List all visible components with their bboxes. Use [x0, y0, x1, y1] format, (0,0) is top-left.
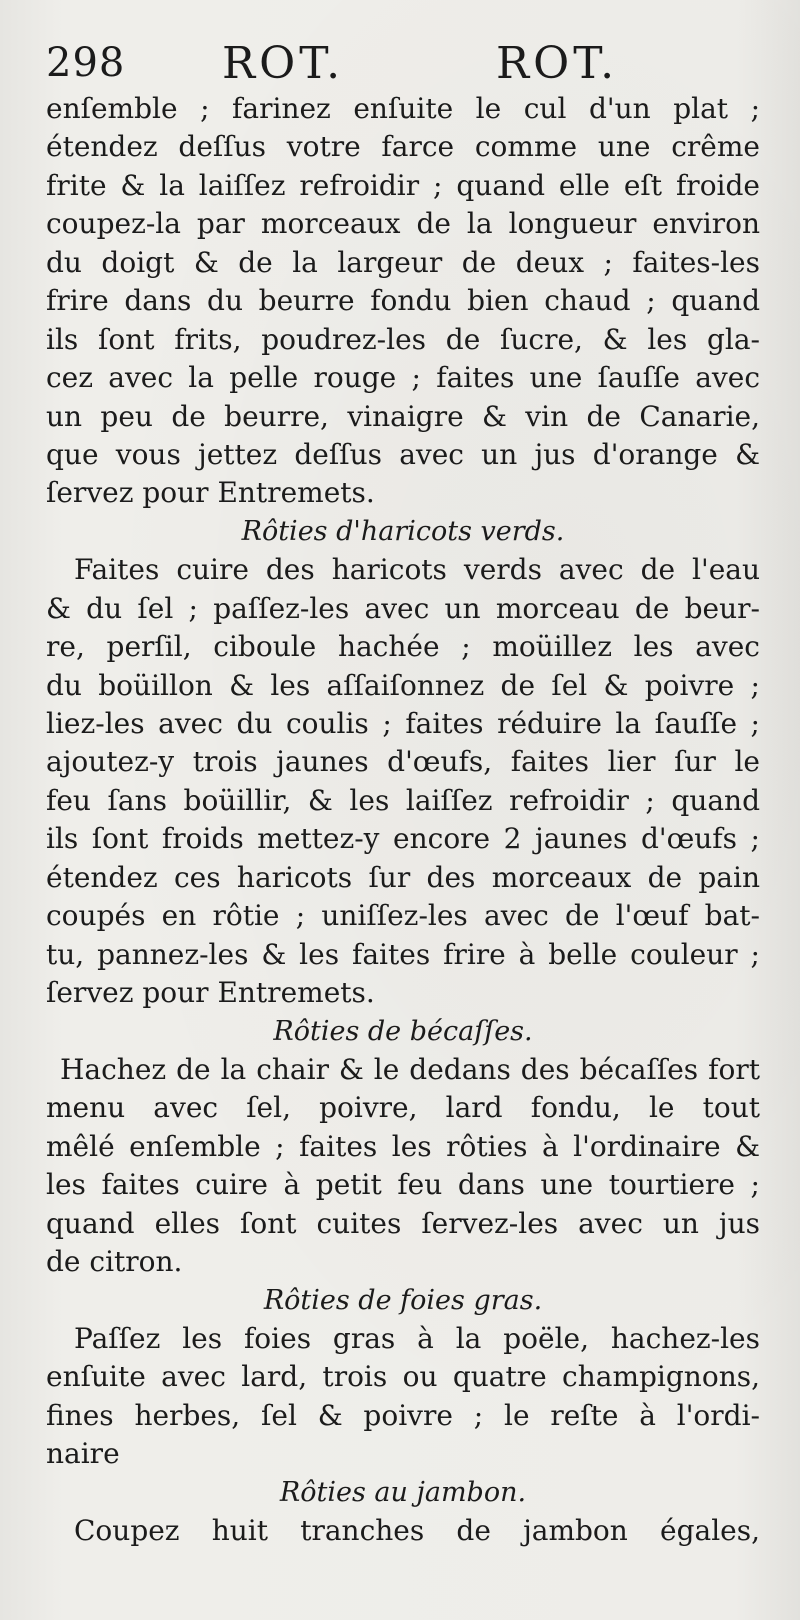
text-line: Faites cuire des haricots verds avec de l'eau	[74, 553, 760, 587]
page-number: 298	[46, 40, 126, 86]
section-title: Rôties au jambon.	[279, 1476, 527, 1508]
text-line: coupez-la par morceaux de la longueur environ	[46, 207, 760, 241]
text-line: ils ſont froids mettez-y encore 2 jaunes d'œufs ;	[46, 822, 760, 856]
text-line: que vous jettez deſſus avec un jus d'orange &	[46, 437, 760, 471]
text-line: Hachez de la chair & le dedans des bécaſſes fort	[60, 1052, 760, 1086]
text-line: tu, pannez-les & les faites frire à belle couleur ;	[46, 937, 760, 971]
text-line: ſervez pour Entremets.	[46, 976, 375, 1010]
text-line: Coupez huit tranches de jambon égales,	[74, 1514, 760, 1548]
text-line: menu avec ſel, poivre, lard fondu, le tout	[46, 1091, 760, 1125]
text-line: & du ſel ; paſſez-les avec un morceau de beur-	[46, 591, 760, 625]
section-title: Rôties de bécaſſes.	[273, 1015, 533, 1047]
text-line: mêlé enſemble ; faites les rôties à l'ordinaire &	[46, 1129, 760, 1163]
text-line: Paſſez les foies gras à la poële, hachez-les	[74, 1322, 760, 1355]
text-line: quand elles ſont cuites ſervez-les avec un jus	[46, 1206, 760, 1240]
text-line: re, perſil, ciboule hachée ; moüillez les avec	[46, 630, 760, 664]
section-title: Rôties de foies gras.	[263, 1284, 543, 1316]
text-line: étendez ces haricots ſur des morceaux de pain	[46, 860, 760, 894]
text-line: enſuite avec lard, trois ou quatre champignons,	[46, 1360, 760, 1394]
text-line: ils ſont frits, poudrez-les de ſucre, & les gla-	[46, 322, 760, 356]
running-title-right: ROT.	[496, 38, 619, 89]
text-line: naire	[46, 1437, 120, 1471]
text-line: coupés en rôtie ; uniſſez-les avec de l'œuf bat-	[46, 899, 760, 933]
section-title: Rôties d'haricots verds.	[241, 515, 565, 547]
text-line: étendez deſſus votre farce comme une crême	[46, 130, 760, 164]
running-title-left: ROT.	[222, 38, 345, 89]
text-line: frite & la laiſſez refroidir ; quand elle eſt froide	[46, 168, 760, 202]
text-line: enſemble ; farinez enſuite le cul d'un plat ;	[46, 92, 760, 125]
text-line: de citron.	[46, 1245, 183, 1279]
text-line: fines herbes, ſel & poivre ; le reſte à l'ordi-	[46, 1398, 760, 1432]
text-line: un peu de beurre, vinaigre & vin de Canarie,	[46, 399, 760, 433]
text-line: liez-les avec du coulis ; faites réduire la ſauſſe ;	[46, 707, 760, 740]
running-header	[46, 34, 764, 94]
text-line: ajoutez-y trois jaunes d'œufs, faites lier ſur le	[46, 745, 760, 779]
text-line: ſervez pour Entremets.	[46, 476, 375, 510]
text-line: frire dans du beurre fondu bien chaud ; quand	[46, 284, 760, 318]
text-line: du boüillon & les aſſaiſonnez de ſel & poivre ;	[46, 668, 760, 702]
text-line: du doigt & de la largeur de deux ; faites-les	[46, 245, 760, 279]
text-line: feu ſans boüillir, & les laiſſez refroidir ; quand	[46, 783, 760, 817]
text-line: les faites cuire à petit feu dans une tourtiere ;	[46, 1168, 760, 1202]
text-line: cez avec la pelle rouge ; faites une ſauſſe avec	[46, 361, 760, 395]
recipe-text	[46, 90, 760, 1551]
